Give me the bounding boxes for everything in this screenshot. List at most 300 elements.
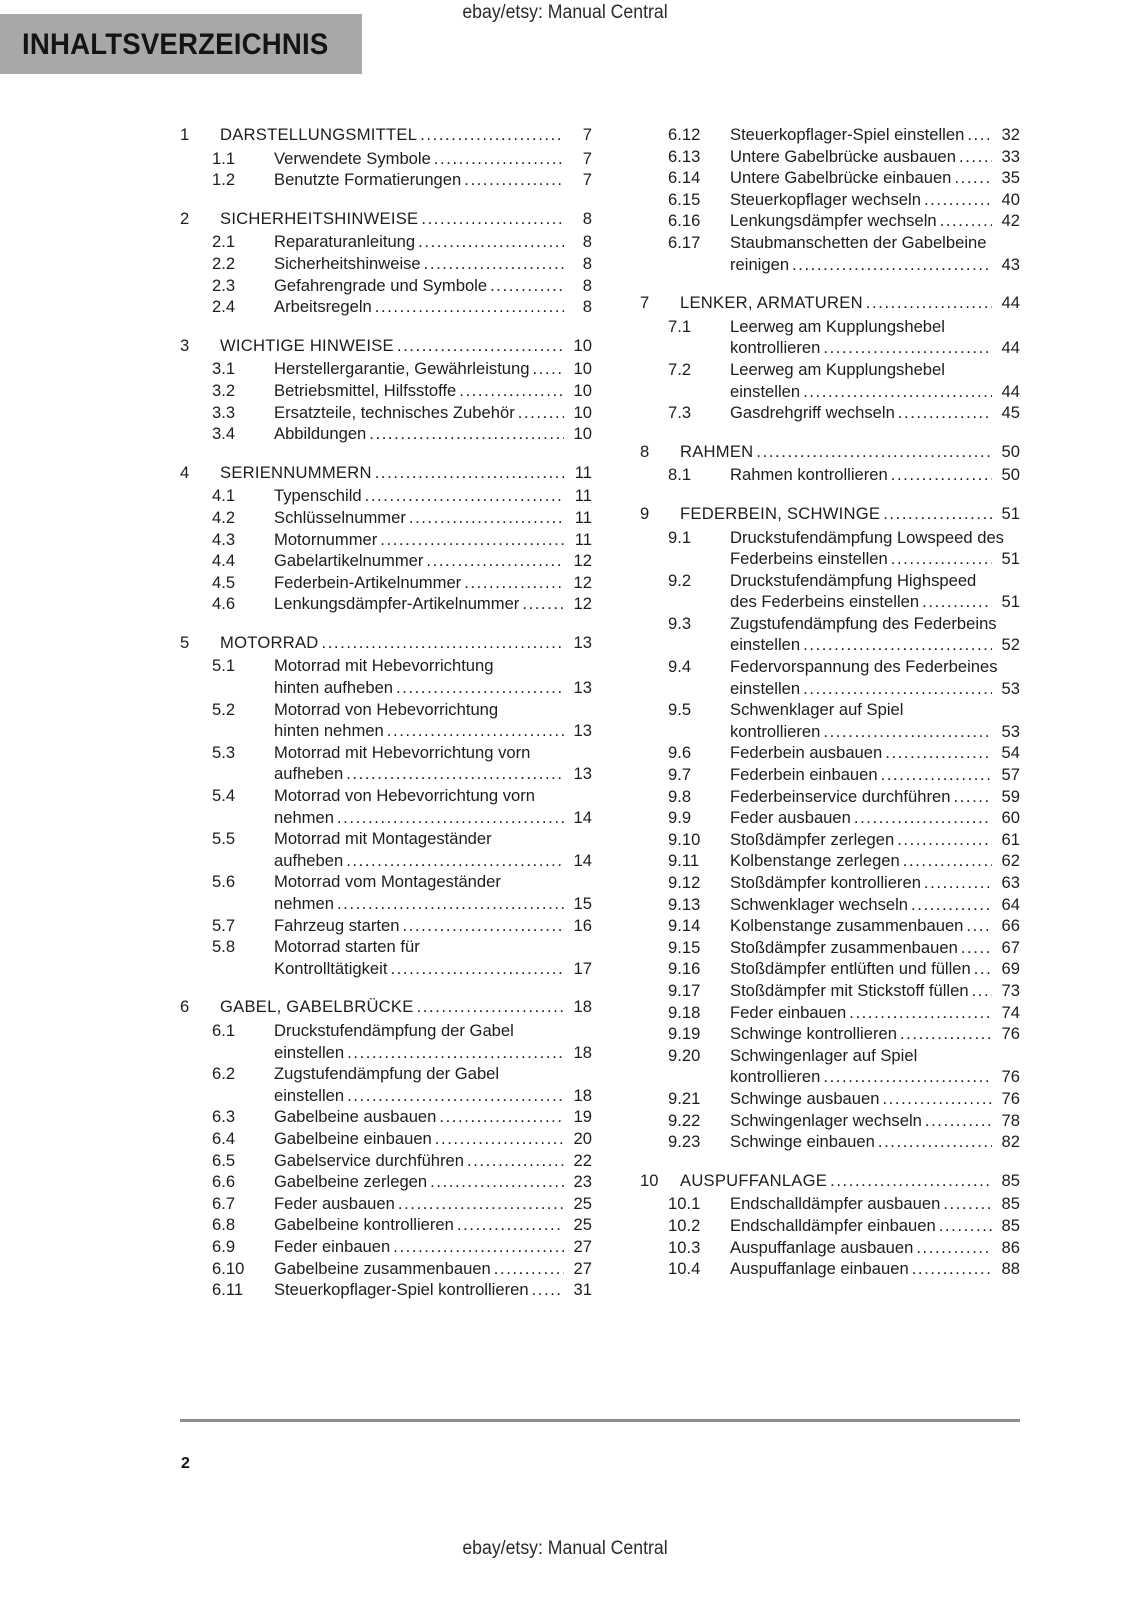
toc-section-entry[interactable] — [640, 167, 1020, 189]
toc-section-entry[interactable] — [180, 169, 592, 191]
toc-entry-title: Steuerkopflager wechseln — [730, 189, 921, 209]
toc-entry-body — [730, 124, 1020, 146]
toc-section-entry[interactable] — [180, 1258, 592, 1280]
toc-entry-title: Motorrad von Hebevorrichtung vorn — [274, 786, 536, 806]
toc-section-entry[interactable] — [640, 937, 1020, 959]
toc-section-entry[interactable] — [180, 828, 592, 871]
toc-entry-title: Schwinge kontrollieren — [730, 1024, 897, 1044]
toc-section-entry[interactable] — [640, 742, 1020, 764]
toc-entry-body — [730, 958, 1020, 980]
toc-section-entry[interactable] — [180, 936, 592, 979]
toc-entry-number: 6.7 — [212, 1193, 236, 1213]
dot-leader — [903, 850, 992, 872]
toc-entry-title: Endschalldämpfer einbauen — [730, 1215, 936, 1235]
dot-leader — [891, 464, 992, 486]
toc-entry-body — [274, 1106, 592, 1128]
toc-entry-title: Lenkungsdämpfer-Artikelnummer — [274, 594, 520, 614]
toc-entry-body — [274, 936, 592, 979]
toc-section-entry[interactable] — [180, 296, 592, 318]
toc-entry-title: Stoßdämpfer mit Stickstoff füllen — [730, 980, 969, 1000]
toc-entry-page-number: 69 — [1001, 959, 1020, 979]
toc-entry-title: Motorrad mit Hebevorrichtung vorn — [274, 742, 531, 762]
dot-leader — [347, 1042, 564, 1064]
toc-entry-number: 4.5 — [212, 572, 236, 592]
toc-section-entry[interactable] — [640, 894, 1020, 916]
toc-entry-wrapped-line — [730, 699, 1020, 721]
toc-entry-number: 2 — [180, 208, 190, 228]
toc-entry-last-line — [730, 764, 1020, 786]
toc-entry-last-line — [730, 591, 1020, 613]
toc-entry-number: 9.15 — [668, 937, 701, 957]
toc-entry-title: Federbein-Artikelnummer — [274, 572, 462, 592]
toc-entry-wrapped-line — [274, 936, 592, 958]
dot-leader — [823, 337, 992, 359]
toc-entry-page-number: 18 — [573, 1042, 592, 1062]
toc-section-entry[interactable] — [180, 1106, 592, 1128]
toc-section-entry[interactable] — [640, 1023, 1020, 1045]
toc-entry-title: einstellen — [274, 1085, 345, 1105]
toc-section-entry[interactable] — [640, 1131, 1020, 1153]
toc-section-entry[interactable] — [180, 593, 592, 615]
toc-section-entry[interactable] — [180, 1193, 592, 1215]
toc-entry-number: 5.2 — [212, 699, 236, 719]
toc-entry-body — [680, 292, 1020, 314]
toc-entry-number: 9.5 — [668, 700, 692, 720]
toc-entry-last-line — [274, 1214, 592, 1236]
toc-section-entry[interactable] — [180, 785, 592, 828]
toc-section-entry[interactable] — [640, 872, 1020, 894]
toc-section-entry[interactable] — [180, 231, 592, 253]
toc-section-entry[interactable] — [180, 1171, 592, 1193]
toc-section-entry[interactable] — [180, 1236, 592, 1258]
toc-entry-number: 5 — [180, 632, 190, 652]
dot-leader — [974, 958, 992, 980]
dot-leader — [369, 423, 564, 445]
toc-entry-number: 9.13 — [668, 894, 701, 914]
dot-leader — [924, 189, 992, 211]
toc-entry-title: Auspuffanlage ausbauen — [730, 1237, 914, 1257]
toc-entry-title: kontrollieren — [730, 338, 821, 358]
toc-entry-title: Untere Gabelbrücke einbauen — [730, 168, 952, 188]
toc-entry-title: FEDERBEIN, SCHWINGE — [680, 503, 881, 523]
toc-entry-page-number: 44 — [1001, 338, 1020, 358]
toc-entry-last-line — [274, 231, 592, 253]
toc-chapter-entry[interactable] — [180, 208, 592, 230]
toc-section-entry[interactable] — [640, 613, 1020, 656]
toc-entry-last-line — [680, 441, 1020, 463]
toc-section-entry[interactable] — [640, 210, 1020, 232]
toc-section-entry[interactable] — [640, 1110, 1020, 1132]
toc-entry-page-number: 13 — [573, 721, 592, 741]
toc-entry-page-number: 25 — [573, 1215, 592, 1235]
toc-section-entry[interactable] — [180, 485, 592, 507]
dot-leader — [878, 1131, 992, 1153]
footer-divider — [180, 1419, 1020, 1422]
toc-section-entry[interactable] — [180, 529, 592, 551]
toc-entry-page-number: 50 — [1001, 465, 1020, 485]
toc-entry-page-number: 67 — [1001, 937, 1020, 957]
toc-entry-last-line — [730, 1131, 1020, 1153]
toc-entry-title: Endschalldämpfer ausbauen — [730, 1194, 941, 1214]
toc-entry-title: Gefahrengrade und Symbole — [274, 275, 488, 295]
toc-entry-last-line — [274, 720, 592, 742]
toc-section-entry[interactable] — [640, 527, 1020, 570]
toc-entry-last-line — [730, 548, 1020, 570]
dot-leader — [943, 1193, 992, 1215]
toc-entry-page-number: 44 — [1001, 381, 1020, 401]
toc-entry-last-line — [730, 124, 1020, 146]
toc-section-entry[interactable] — [640, 829, 1020, 851]
toc-entry-wrapped-line — [730, 613, 1020, 635]
dot-leader — [882, 1088, 992, 1110]
dot-leader — [426, 550, 564, 572]
toc-entry-number: 6.15 — [668, 189, 701, 209]
toc-section-entry[interactable] — [640, 402, 1020, 424]
toc-entry-page-number: 40 — [1001, 189, 1020, 209]
toc-entry-last-line — [220, 124, 592, 146]
toc-entry-last-line — [730, 721, 1020, 743]
toc-section-entry[interactable] — [180, 572, 592, 594]
toc-entry-number: 9.8 — [668, 786, 692, 806]
toc-entry-page-number: 35 — [1001, 168, 1020, 188]
toc-section-entry[interactable] — [640, 189, 1020, 211]
dot-leader — [803, 678, 992, 700]
toc-entry-body — [680, 1170, 1020, 1192]
toc-entry-wrapped-line — [730, 316, 1020, 338]
toc-entry-page-number: 11 — [574, 507, 592, 527]
toc-entry-page-number: 66 — [1001, 916, 1020, 936]
toc-section-entry[interactable] — [640, 850, 1020, 872]
toc-entry-last-line — [220, 632, 592, 654]
toc-section-entry[interactable] — [180, 1063, 592, 1106]
toc-section-entry[interactable] — [180, 871, 592, 914]
toc-section-entry[interactable] — [640, 656, 1020, 699]
toc-entry-page-number: 86 — [1001, 1237, 1020, 1257]
toc-entry-number: 8 — [640, 441, 650, 461]
toc-entry-number: 6.1 — [212, 1020, 236, 1040]
toc-entry-body — [220, 124, 592, 146]
toc-section-entry[interactable] — [640, 359, 1020, 402]
toc-section-entry[interactable] — [180, 423, 592, 445]
toc-section-entry[interactable] — [640, 232, 1020, 275]
dot-leader — [756, 441, 992, 463]
toc-entry-number: 6.9 — [212, 1236, 236, 1256]
toc-section-entry[interactable] — [640, 807, 1020, 829]
toc-entry-page-number: 53 — [1001, 721, 1020, 741]
toc-chapter-entry[interactable] — [640, 503, 1020, 525]
dot-leader — [533, 358, 565, 380]
toc-entry-title: Feder ausbauen — [730, 808, 851, 828]
dot-leader — [365, 485, 564, 507]
toc-entry-page-number: 10 — [573, 402, 592, 422]
toc-entry-title: Rahmen kontrollieren — [730, 465, 888, 485]
toc-entry-body — [274, 1258, 592, 1280]
toc-entry-title: Schwenklager wechseln — [730, 894, 909, 914]
toc-entry-title: LENKER, ARMATUREN — [680, 293, 863, 313]
toc-entry-body — [274, 915, 592, 937]
toc-chapter-entry[interactable] — [180, 124, 592, 146]
toc-entry-body — [274, 358, 592, 380]
toc-entry-number: 9.3 — [668, 613, 692, 633]
toc-section-entry[interactable] — [640, 464, 1020, 486]
toc-chapter-entry[interactable] — [180, 996, 592, 1018]
toc-entry-number: 5.1 — [212, 656, 236, 676]
toc-entry-number: 6.11 — [212, 1280, 244, 1300]
toc-entry-number: 6.5 — [212, 1150, 236, 1170]
dot-leader — [792, 254, 992, 276]
toc-section-entry[interactable] — [180, 380, 592, 402]
toc-entry-title: Druckstufendämpfung der Gabel — [274, 1020, 514, 1040]
toc-entry-title: RAHMEN — [680, 441, 754, 461]
toc-section-entry[interactable] — [640, 1088, 1020, 1110]
toc-entry-last-line — [274, 296, 592, 318]
toc-entry-number: 6.16 — [668, 211, 701, 231]
dot-leader — [494, 1258, 564, 1280]
toc-chapter-entry[interactable] — [640, 292, 1020, 314]
toc-section-entry[interactable] — [180, 1214, 592, 1236]
toc-section-entry[interactable] — [640, 570, 1020, 613]
toc-entry-body — [730, 402, 1020, 424]
dot-leader — [961, 937, 992, 959]
toc-entry-body — [730, 829, 1020, 851]
toc-section-entry[interactable] — [180, 507, 592, 529]
toc-entry-last-line — [730, 980, 1020, 1002]
toc-section-entry[interactable] — [640, 124, 1020, 146]
dot-leader — [375, 462, 564, 484]
toc-entry-body — [730, 872, 1020, 894]
toc-entry-last-line — [730, 254, 1020, 276]
dot-leader — [912, 1258, 992, 1280]
toc-section-entry[interactable] — [180, 402, 592, 424]
toc-entry-body — [730, 464, 1020, 486]
dot-leader — [925, 1110, 992, 1132]
toc-entry-page-number: 12 — [573, 594, 592, 614]
dot-leader — [823, 1066, 992, 1088]
toc-section-entry[interactable] — [640, 146, 1020, 168]
dot-leader — [803, 634, 992, 656]
toc-entry-page-number: 62 — [1001, 851, 1020, 871]
toc-section-entry[interactable] — [180, 915, 592, 937]
toc-entry-body — [274, 655, 592, 698]
toc-section-entry[interactable] — [180, 655, 592, 698]
dot-leader — [337, 893, 564, 915]
toc-entry-body — [274, 1020, 592, 1063]
toc-entry-page-number: 31 — [573, 1280, 592, 1300]
toc-section-entry[interactable] — [640, 1215, 1020, 1237]
toc-section-entry[interactable] — [640, 786, 1020, 808]
toc-entry-page-number: 15 — [573, 894, 592, 913]
toc-entry-page-number: 43 — [1001, 254, 1020, 274]
toc-entry-number: 9.4 — [668, 657, 692, 677]
toc-entry-title: nehmen — [274, 807, 334, 827]
toc-entry-last-line — [274, 807, 592, 829]
toc-entry-page-number: 16 — [573, 915, 592, 935]
toc-entry-last-line — [730, 381, 1020, 403]
toc-section-entry[interactable] — [180, 275, 592, 297]
toc-section-entry[interactable] — [180, 550, 592, 572]
toc-entry-number: 6.14 — [668, 168, 701, 188]
dot-leader — [459, 380, 564, 402]
dot-leader — [430, 1171, 564, 1193]
toc-entry-number: 5.6 — [212, 872, 236, 892]
toc-entry-title: DARSTELLUNGSMITTEL — [220, 125, 418, 144]
toc-entry-number: 4.2 — [212, 507, 236, 527]
toc-entry-body — [730, 656, 1020, 699]
toc-entry-number: 9.20 — [668, 1045, 701, 1065]
toc-entry-body — [220, 335, 592, 357]
toc-section-entry[interactable] — [640, 1237, 1020, 1259]
toc-entry-page-number: 18 — [573, 997, 592, 1017]
toc-entry-body — [730, 1215, 1020, 1237]
toc-entry-number: 6.2 — [212, 1064, 236, 1084]
toc-entry-title: kontrollieren — [730, 721, 821, 741]
dot-leader — [803, 381, 992, 403]
toc-section-entry[interactable] — [180, 1279, 592, 1301]
toc-entry-title: Motorrad vom Montageständer — [274, 872, 501, 892]
toc-entry-last-line — [274, 1085, 592, 1107]
toc-section-entry[interactable] — [640, 1045, 1020, 1088]
toc-entry-last-line — [274, 1150, 592, 1172]
toc-entry-body — [274, 529, 592, 551]
toc-entry-last-line — [220, 996, 592, 1018]
toc-entry-number: 9.2 — [668, 570, 692, 590]
toc-section-entry[interactable] — [180, 1150, 592, 1172]
toc-section-entry[interactable] — [180, 742, 592, 785]
toc-entry-title: Stoßdämpfer zusammenbauen — [730, 937, 958, 957]
toc-section-entry[interactable] — [640, 316, 1020, 359]
toc-section-entry[interactable] — [640, 1258, 1020, 1280]
dot-leader — [417, 996, 564, 1018]
toc-entry-last-line — [274, 572, 592, 594]
toc-entry-number: 3.4 — [212, 424, 236, 444]
toc-entry-body — [730, 1193, 1020, 1215]
toc-entry-body — [274, 231, 592, 253]
toc-entry-title: Leerweg am Kupplungshebel — [730, 359, 945, 379]
watermark-top: ebay/etsy: Manual Central — [462, 2, 668, 23]
toc-entry-page-number: 76 — [1001, 1088, 1020, 1108]
toc-entry-page-number: 33 — [1001, 146, 1020, 166]
toc-section-entry[interactable] — [180, 253, 592, 275]
toc-entry-body — [274, 828, 592, 871]
toc-section-entry[interactable] — [180, 1020, 592, 1063]
toc-section-entry[interactable] — [640, 915, 1020, 937]
dot-leader — [464, 169, 564, 191]
toc-section-entry[interactable] — [640, 699, 1020, 742]
toc-chapter-entry[interactable] — [640, 441, 1020, 463]
toc-entry-title: reinigen — [730, 254, 790, 274]
toc-entry-last-line — [274, 1171, 592, 1193]
toc-entry-title: Motorrad starten für — [274, 937, 420, 957]
toc-entry-title: einstellen — [730, 635, 801, 655]
toc-entry-last-line — [730, 1002, 1020, 1024]
dot-leader — [409, 507, 564, 529]
toc-column-left — [180, 124, 592, 1301]
toc-entry-title: Lenkungsdämpfer wechseln — [730, 211, 937, 231]
toc-section-entry[interactable] — [180, 358, 592, 380]
toc-entry-number: 5.4 — [212, 786, 236, 806]
toc-chapter-entry[interactable] — [180, 632, 592, 654]
toc-entry-last-line — [274, 169, 592, 191]
toc-entry-title: Gabelservice durchführen — [274, 1150, 465, 1170]
dot-leader — [380, 529, 564, 551]
toc-chapter-entry[interactable] — [640, 1170, 1020, 1192]
toc-entry-page-number: 22 — [573, 1150, 592, 1170]
watermark-bottom: ebay/etsy: Manual Central — [462, 1538, 668, 1559]
dot-leader — [954, 167, 992, 189]
toc-section-entry[interactable] — [180, 699, 592, 742]
toc-entry-last-line — [274, 1128, 592, 1150]
toc-entry-body — [274, 1171, 592, 1193]
toc-entry-last-line — [730, 1215, 1020, 1237]
toc-entry-number: 5.3 — [212, 742, 236, 762]
toc-entry-last-line — [274, 1258, 592, 1280]
toc-entry-title: Sicherheitshinweise — [274, 253, 421, 273]
toc-entry-number: 6.17 — [668, 232, 701, 252]
toc-entry-body — [730, 915, 1020, 937]
toc-entry-title: Abbildungen — [274, 424, 367, 444]
dot-leader — [398, 1193, 564, 1215]
toc-entry-title: Federbeinservice durchführen — [730, 786, 951, 806]
toc-entry-title: Schwenklager auf Spiel — [730, 700, 904, 720]
toc-section-entry[interactable] — [640, 1193, 1020, 1215]
toc-entry-number: 2.1 — [212, 232, 236, 252]
toc-chapter-entry[interactable] — [180, 335, 592, 357]
toc-section-entry[interactable] — [180, 148, 592, 170]
toc-entry-last-line — [274, 507, 592, 529]
toc-entry-last-line — [274, 677, 592, 699]
toc-entry-page-number: 13 — [573, 632, 592, 652]
toc-entry-body — [730, 316, 1020, 359]
toc-entry-number: 7 — [640, 293, 650, 313]
toc-entry-page-number: 13 — [573, 678, 592, 698]
toc-section-entry[interactable] — [180, 1128, 592, 1150]
toc-entry-number: 1.1 — [212, 148, 236, 168]
toc-entry-body — [730, 232, 1020, 275]
toc-entry-body — [730, 937, 1020, 959]
toc-entry-number: 6.12 — [668, 125, 701, 144]
toc-entry-page-number: 18 — [573, 1085, 592, 1105]
toc-entry-title: aufheben — [274, 850, 344, 870]
toc-chapter-entry[interactable] — [180, 462, 592, 484]
toc-entry-last-line — [730, 850, 1020, 872]
toc-entry-wrapped-line — [730, 656, 1020, 678]
toc-entry-number: 4 — [180, 462, 190, 482]
toc-entry-last-line — [274, 380, 592, 402]
toc-entry-number: 6.10 — [212, 1258, 245, 1278]
toc-entry-title: Schwingenlager auf Spiel — [730, 1045, 918, 1065]
toc-section-entry[interactable] — [640, 980, 1020, 1002]
toc-section-entry[interactable] — [640, 1002, 1020, 1024]
toc-entry-body — [730, 146, 1020, 168]
toc-entry-title: AUSPUFFANLAGE — [680, 1170, 828, 1190]
toc-entry-title: nehmen — [274, 894, 334, 913]
toc-entry-page-number: 60 — [1001, 808, 1020, 828]
toc-entry-number: 10.2 — [668, 1215, 701, 1235]
toc-entry-page-number: 64 — [1001, 894, 1020, 914]
dot-leader — [396, 677, 564, 699]
toc-entry-last-line — [730, 1237, 1020, 1259]
toc-section-entry[interactable] — [640, 958, 1020, 980]
dot-leader — [420, 124, 564, 146]
toc-entry-body — [274, 572, 592, 594]
toc-entry-number: 6 — [180, 997, 190, 1017]
toc-entry-wrapped-line — [730, 1045, 1020, 1067]
toc-entry-number: 3 — [180, 335, 190, 355]
toc-entry-number: 5.8 — [212, 937, 236, 957]
toc-entry-title: Untere Gabelbrücke ausbauen — [730, 146, 957, 166]
toc-entry-page-number: 7 — [582, 148, 592, 168]
toc-section-entry[interactable] — [640, 764, 1020, 786]
